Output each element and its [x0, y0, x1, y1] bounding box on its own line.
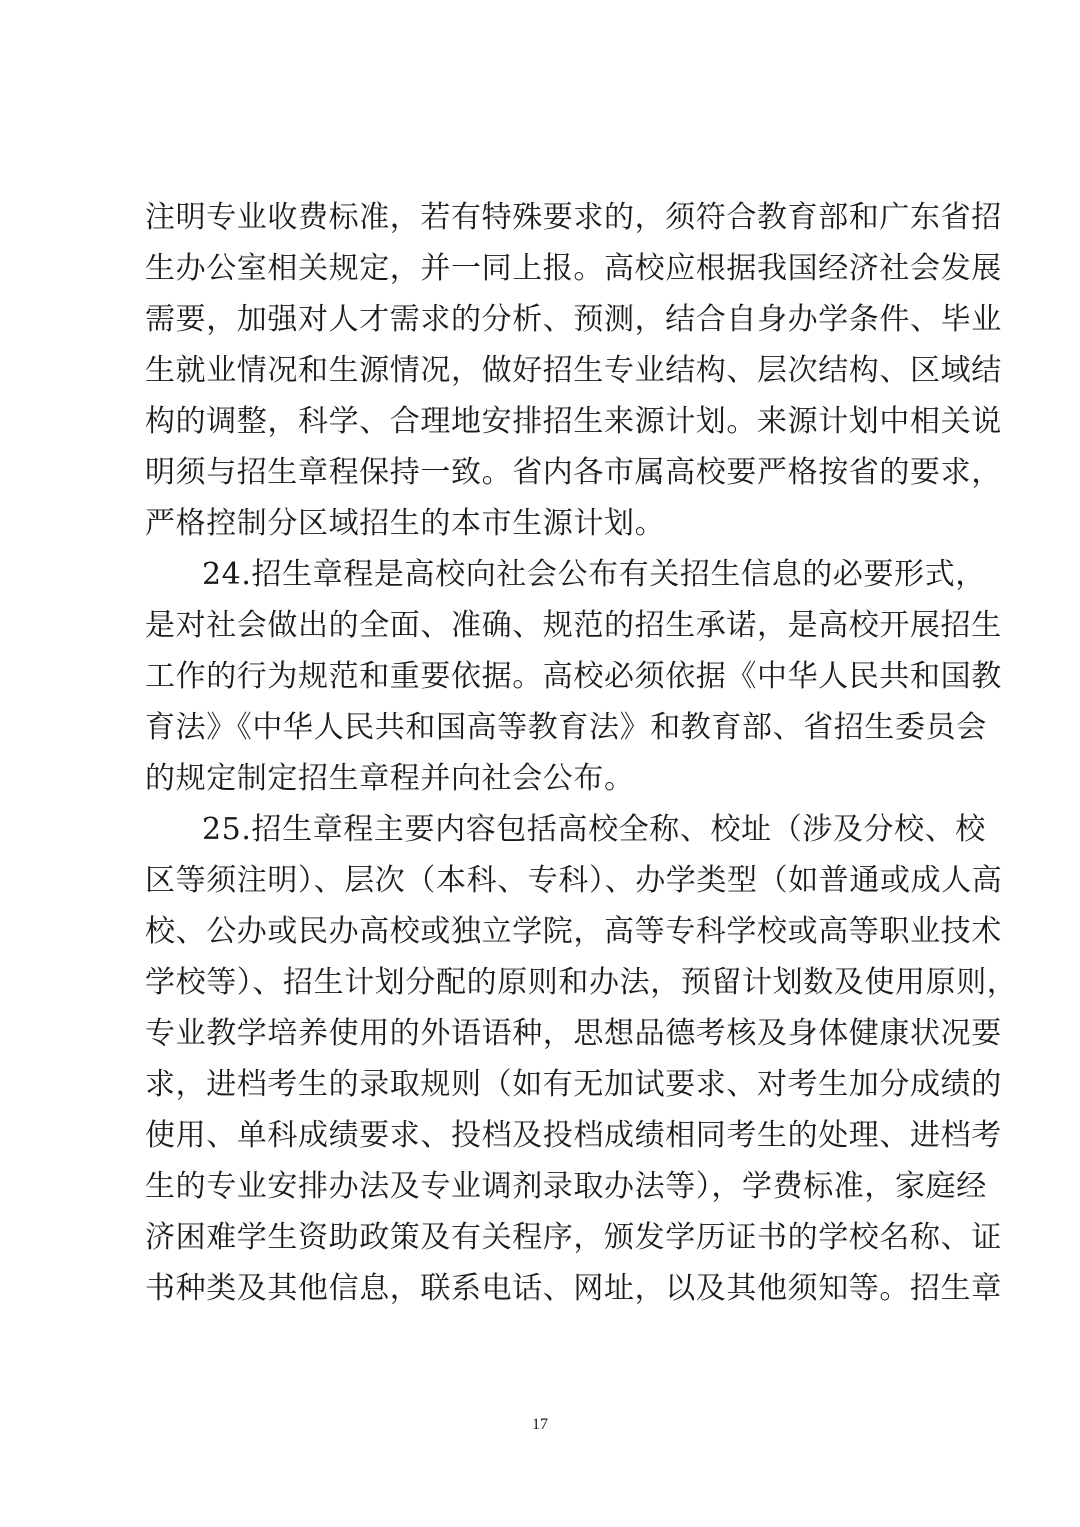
- text-line: 校、公办或民办高校或独立学院，高等专科学校或高等职业技术: [145, 914, 1002, 949]
- text-line: 求，进档考生的录取规则（如有无加试要求、对考生加分成绩的: [145, 1067, 1002, 1102]
- text-line: 严格控制分区域招生的本市生源计划。: [145, 506, 666, 541]
- text-line: 生的专业安排办法及专业调剂录取办法等），学费标准，家庭经: [145, 1169, 987, 1204]
- text-line: 的规定制定招生章程并向社会公布。: [145, 761, 635, 796]
- text-line: 育法》《中华人民共和国高等教育法》和教育部、省招生委员会: [145, 710, 987, 745]
- text-line: 注明专业收费标准，若有特殊要求的，须符合教育部和广东省招: [145, 200, 1002, 235]
- text-line: 专业教学培养使用的外语语种，思想品德考核及身体健康状况要: [145, 1016, 1002, 1051]
- text-line: 生就业情况和生源情况，做好招生专业结构、层次结构、区域结: [145, 353, 1002, 388]
- body-text: [145, 192, 1018, 1314]
- text-line: 需要，加强对人才需求的分析、预测，结合自身办学条件、毕业: [145, 302, 1002, 337]
- text-line: 工作的行为规范和重要依据。高校必须依据《中华人民共和国教: [145, 659, 1002, 694]
- paragraph-24: [145, 549, 1002, 804]
- page-number: 17: [532, 1416, 548, 1433]
- text-line: 生办公室相关规定，并一同上报。高校应根据我国经济社会发展: [145, 251, 1002, 286]
- paragraph-25: [145, 804, 1018, 1314]
- text-line: 构的调整，科学、合理地安排招生来源计划。来源计划中相关说: [145, 404, 1002, 439]
- text-line: 25.招生章程主要内容包括高校全称、校址（涉及分校、校: [202, 812, 986, 847]
- text-line: 24.招生章程是高校向社会公布有关招生信息的必要形式，: [202, 557, 986, 592]
- text-line: 区等须注明）、层次（本科、专科）、办学类型（如普通或成人高: [145, 863, 1003, 898]
- text-line: 是对社会做出的全面、准确、规范的招生承诺，是高校开展招生: [145, 608, 1002, 643]
- text-line: 使用、单科成绩要求、投档及投档成绩相同考生的处理、进档考: [145, 1118, 1002, 1153]
- paragraph-1: [145, 192, 1002, 549]
- text-line: 明须与招生章程保持一致。省内各市属高校要严格按省的要求，: [145, 455, 1002, 490]
- text-line: 书种类及其他信息，联系电话、网址，以及其他须知等。招生章: [145, 1271, 1002, 1306]
- text-line: 学校等）、招生计划分配的原则和办法，预留计划数及使用原则，: [145, 965, 1018, 1000]
- text-line: 济困难学生资助政策及有关程序，颁发学历证书的学校名称、证: [145, 1220, 1002, 1255]
